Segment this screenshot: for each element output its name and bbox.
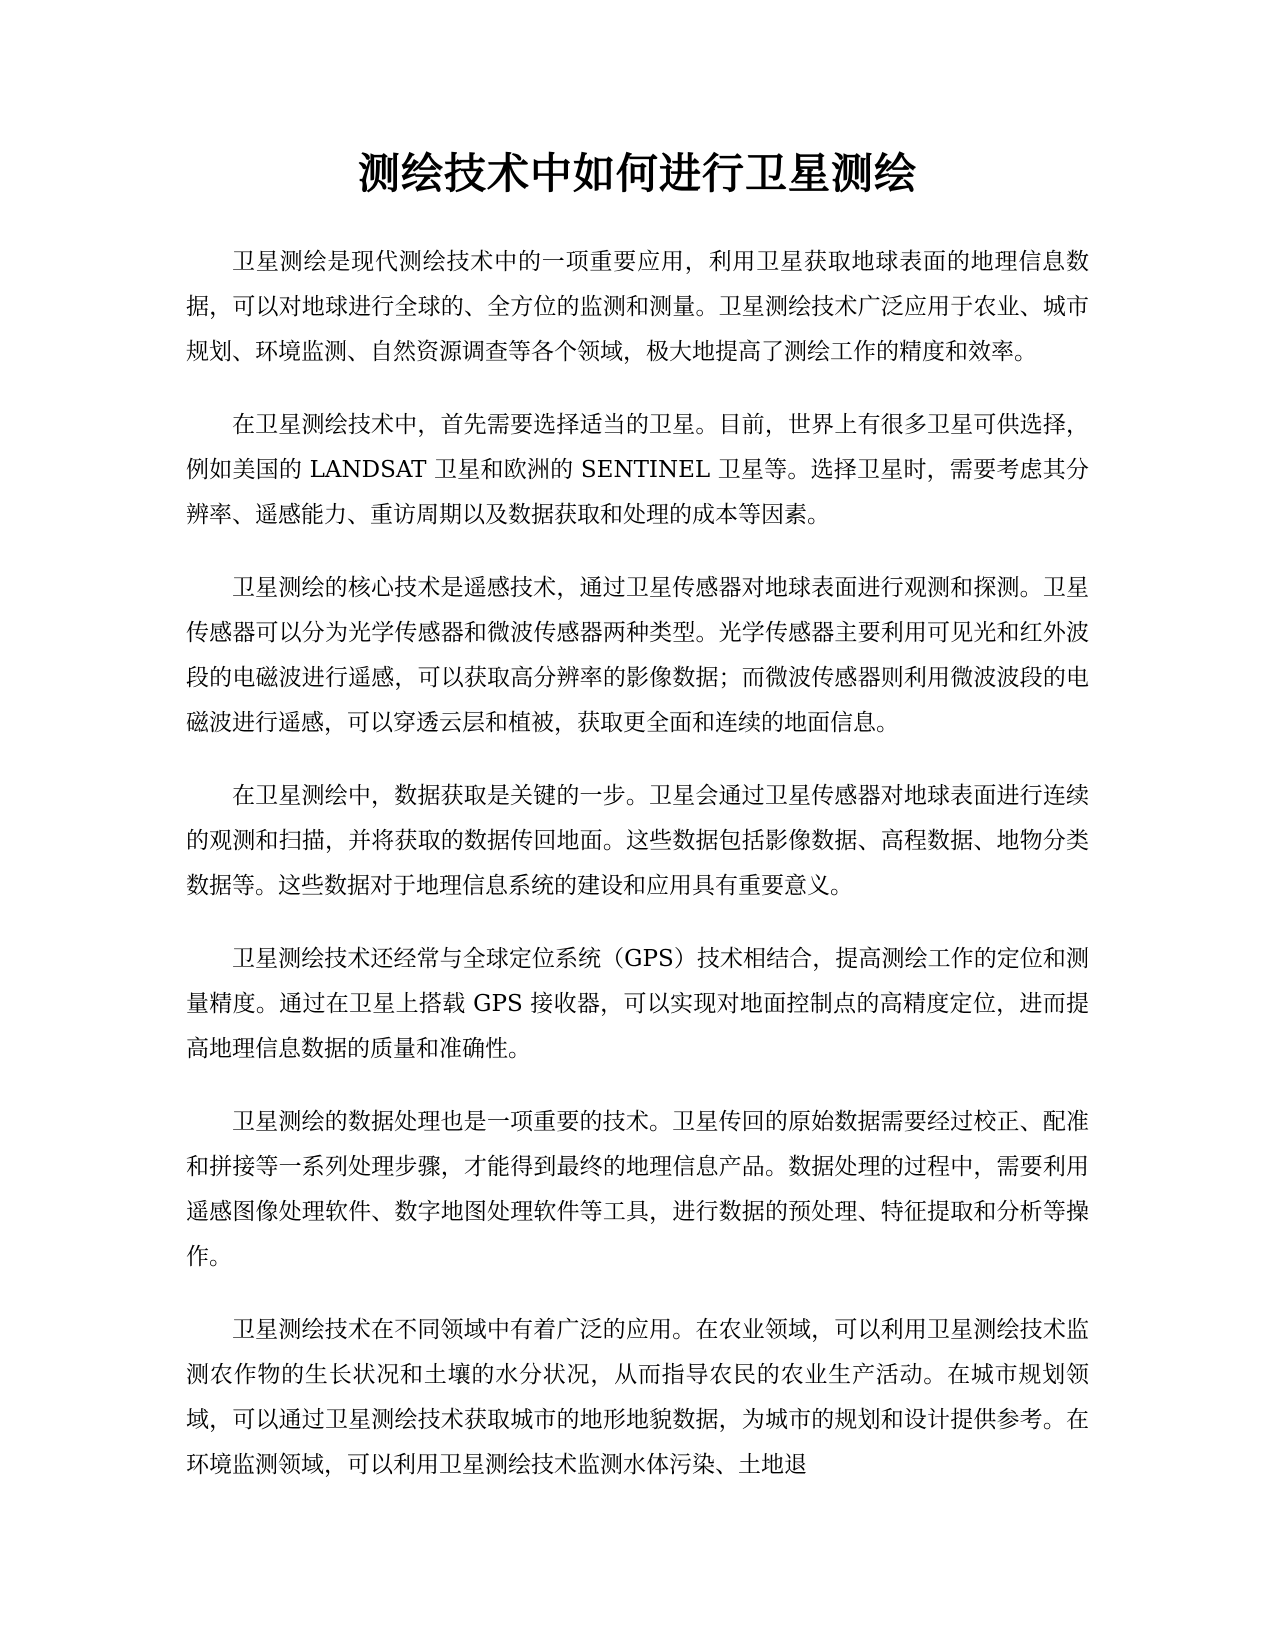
paragraph: 在卫星测绘中，数据获取是关键的一步。卫星会通过卫星传感器对地球表面进行连续的观测和扫描，并将获取的数据传回地面。这些数据包括影像数据、高程数据、地物分类数据等。这些数据对于地理信息系统的建设和应用具有重要意义。 — [186, 783, 1089, 899]
paragraph: 在卫星测绘技术中，首先需要选择适当的卫星。目前，世界上有很多卫星可供选择，例如美国的 LANDSAT 卫星和欧洲的 SENTINEL 卫星等。选择卫星时，需要考虑其分辨率、遥感能力、重访周期以及数据获取和处理的成本等因素。 — [186, 412, 1089, 528]
document-body — [186, 240, 1089, 1488]
paragraph: 卫星测绘的核心技术是遥感技术，通过卫星传感器对地球表面进行观测和探测。卫星传感器可以分为光学传感器和微波传感器两种类型。光学传感器主要利用可见光和红外波段的电磁波进行遥感，可以获取高分辨率的影像数据；而微波传感器则利用微波波段的电磁波进行遥感，可以穿透云层和植被，获取更全面和连续的地面信息。 — [186, 575, 1089, 736]
paragraph: 卫星测绘是现代测绘技术中的一项重要应用，利用卫星获取地球表面的地理信息数据，可以对地球进行全球的、全方位的监测和测量。卫星测绘技术广泛应用于农业、城市规划、环境监测、自然资源调查等各个领域，极大地提高了测绘工作的精度和效率。 — [186, 249, 1089, 365]
paragraph: 卫星测绘技术在不同领域中有着广泛的应用。在农业领域，可以利用卫星测绘技术监测农作物的生长状况和土壤的水分状况，从而指导农民的农业生产活动。在城市规划领域，可以通过卫星测绘技术获取城市的地形地貌数据，为城市的规划和设计提供参考。在环境监测领域，可以利用卫星测绘技术监测水体污染、土地退 — [186, 1317, 1089, 1478]
paragraph: 卫星测绘的数据处理也是一项重要的技术。卫星传回的原始数据需要经过校正、配准和拼接等一系列处理步骤，才能得到最终的地理信息产品。数据处理的过程中，需要利用遥感图像处理软件、数字地图处理软件等工具，进行数据的预处理、特征提取和分析等操作。 — [186, 1109, 1089, 1270]
paragraph: 卫星测绘技术还经常与全球定位系统（GPS）技术相结合，提高测绘工作的定位和测量精度。通过在卫星上搭载 GPS 接收器，可以实现对地面控制点的高精度定位，进而提高地理信息数据的质量和准确性。 — [186, 946, 1089, 1062]
document-title: 测绘技术中如何进行卫星测绘 — [357, 149, 917, 198]
